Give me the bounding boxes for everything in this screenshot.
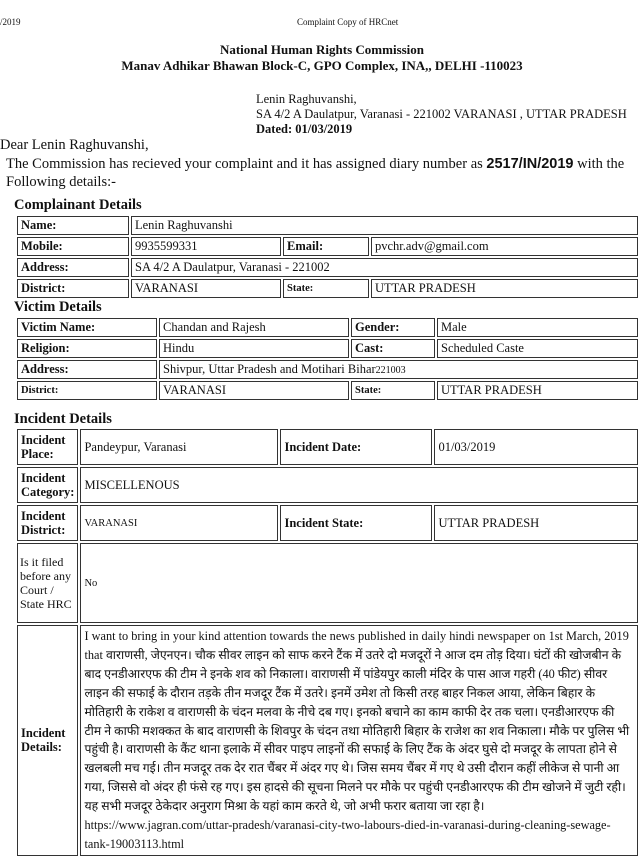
name-label: Name: bbox=[17, 216, 129, 235]
incident-state-value: UTTAR PRADESH bbox=[434, 505, 638, 541]
victim-state-value: UTTAR PRADESH bbox=[437, 381, 638, 400]
print-title: Complaint Copy of HRCnet bbox=[297, 17, 399, 27]
incident-details-label: Incident Details: bbox=[17, 625, 78, 856]
name-value: Lenin Raghuvanshi bbox=[131, 216, 638, 235]
incident-district-value: VARANASI bbox=[80, 505, 278, 541]
district-label: District: bbox=[17, 279, 129, 298]
district-value: VARANASI bbox=[131, 279, 281, 298]
mobile-label: Mobile: bbox=[17, 237, 129, 256]
incident-district-label: Incident District: bbox=[17, 505, 78, 541]
victim-district-value: VARANASI bbox=[159, 381, 349, 400]
incident-state-label: Incident State: bbox=[280, 505, 432, 541]
victim-address-value bbox=[159, 360, 638, 379]
recipient-address: SA 4/2 A Daulatpur, Varanasi - 221002 VARANASI , UTTAR PRADESH bbox=[256, 107, 627, 121]
cast-value: Scheduled Caste bbox=[437, 339, 638, 358]
victim-district-label: District: bbox=[17, 381, 157, 400]
org-name: National Human Rights Commission bbox=[219, 42, 425, 57]
address-label: Address: bbox=[17, 258, 129, 277]
incident-category-label: Incident Category: bbox=[17, 467, 78, 503]
religion-label: Religion: bbox=[17, 339, 157, 358]
cast-label: Cast: bbox=[351, 339, 435, 358]
gender-label: Gender: bbox=[351, 318, 435, 337]
religion-value: Hindu bbox=[159, 339, 349, 358]
address-value: SA 4/2 A Daulatpur, Varanasi - 221002 bbox=[131, 258, 638, 277]
intro-pre: The Commission has recieved your complaint and it has assigned diary number as bbox=[6, 156, 487, 172]
state-label: State: bbox=[283, 279, 369, 298]
dated: Dated: 01/03/2019 bbox=[256, 122, 353, 136]
victim-table bbox=[15, 316, 640, 402]
complainant-heading: Complainant Details bbox=[14, 197, 142, 213]
intro-post: with the Following details:- bbox=[6, 156, 625, 190]
incident-date-label: Incident Date: bbox=[280, 429, 432, 465]
complainant-table bbox=[15, 214, 640, 300]
org-address: Manav Adhikar Bhawan Block-C, GPO Complex, INA,, DELHI -110023 bbox=[121, 58, 523, 73]
incident-category-value: MISCELLENOUS bbox=[80, 467, 638, 503]
victim-address-label: Address: bbox=[17, 360, 157, 379]
state-value: UTTAR PRADESH bbox=[371, 279, 638, 298]
victim-name-value: Chandan and Rajesh bbox=[159, 318, 349, 337]
email-value: pvchr.adv@gmail.com bbox=[371, 237, 638, 256]
incident-heading: Incident Details bbox=[14, 411, 112, 427]
gender-value: Male bbox=[437, 318, 638, 337]
mobile-value: 9935599331 bbox=[131, 237, 281, 256]
victim-state-label: State: bbox=[351, 381, 435, 400]
victim-name-label: Victim Name: bbox=[17, 318, 157, 337]
recipient-name: Lenin Raghuvanshi, bbox=[256, 92, 357, 106]
incident-details-value: I want to bring in your kind attention towards the news published in daily hindi newspaper on 1st March, 2019 that वाराणसी, जेएनएन। चौक सीवर लाइन को साफ करने टैंक में उतरे दो मजदूरों ने आज दम तोड़ दिया। घंटों की खोजबीन के बाद एनडीआरएफ की टीम ने इनके शव को निकाला। वाराणसी में पांडेयपुर काली मंदिर के पास आज गहरी (40 फीट) सीवर लाइन की सफाई के दौरान तड़के तीन मजदूर टैंक में उतरे। इनमें उमेश तो किसी तरह बाहर निकल आया, लेकिन बिहार के मोतिहारी के राकेश व वाराणसी के चंदन मलवा के नीचे दब गए। इनको बचाने का काम काफी देर तक चला। एनडीआरएफ की टीम ने काफी मशक्कत के बाद वाराणसी के शिवपुर के चंदन तथा मोतिहारी बिहार के राजेश का शव निकाला। मौके पर पुलिस भी पहुंची है। वाराणसी के कैंट थाना इलाके में सीवर पाइप लाइनों की सफाई के लिए टैंक के अंदर घुसे दो मजदूर के लापता होने से खलबली मच गई। तीन मजदूर तक देर रात चैंबर में अंदर गए थे। जिस समय चैंबर में गए थे उसी दौरान कहीं लीकेज से पानी आ गया, जिससे वो अंदर ही फंसे रह गए। इस हादसे की सूचना मिलने पर मौके पर पहुंची एनडीआरएफ की टीम खोजने में जुटी रही। यह सभी मजदूर ठेकेदार अनुराग मिश्रा के यहां काम करते थे, जो अभी फरार बताया जा रहा है। https://www.jagran.com/uttar-pradesh/varanasi-city-two-labours-died-in-varanasi-during-cleaning-sewage-tank-19003113.html bbox=[80, 625, 638, 856]
victim-heading: Victim Details bbox=[14, 299, 102, 315]
victim-address-pin: 221003 bbox=[375, 365, 406, 376]
incident-date-value: 01/03/2019 bbox=[434, 429, 638, 465]
filed-value: No bbox=[80, 543, 638, 623]
diary-number: 2517/IN/2019 bbox=[486, 156, 574, 172]
print-date: /2019 bbox=[0, 17, 21, 27]
email-label: Email: bbox=[283, 237, 369, 256]
filed-label: Is it filed before any Court / State HRC bbox=[17, 543, 78, 623]
incident-place-value: Pandeypur, Varanasi bbox=[80, 429, 278, 465]
incident-place-label: Incident Place: bbox=[17, 429, 78, 465]
intro-paragraph bbox=[6, 155, 642, 191]
greeting: Dear Lenin Raghuvanshi, bbox=[0, 137, 149, 153]
victim-address-text: Shivpur, Uttar Pradesh and Motihari Bihar bbox=[163, 362, 376, 376]
incident-table bbox=[15, 427, 640, 858]
